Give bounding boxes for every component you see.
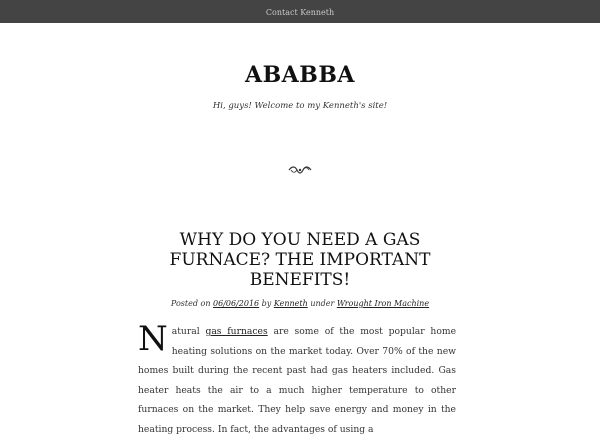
drop-cap: N bbox=[138, 319, 168, 359]
by-label: by bbox=[261, 299, 272, 308]
category-link[interactable]: Wrought Iron Machine bbox=[336, 299, 430, 308]
ornament-divider-icon bbox=[288, 165, 312, 175]
site-tagline: Hi, guys! Welcome to my Kenneth's site! bbox=[212, 101, 388, 111]
posted-on-label: Posted on bbox=[170, 299, 211, 308]
post-excerpt bbox=[138, 319, 457, 440]
gas-furnaces-link[interactable]: gas furnaces bbox=[205, 326, 268, 337]
post-meta bbox=[0, 299, 600, 308]
top-nav-bar bbox=[0, 0, 600, 23]
author-link[interactable]: Kenneth bbox=[273, 299, 308, 308]
contact-kenneth-link[interactable]: Contact Kenneth bbox=[265, 8, 335, 17]
excerpt-text: are some of the most popular home heating solutions on the market today. Over 70% of the new homes built during the recent past had gas heaters included. Gas heater heats the air to a much higher temperature to other furnaces on the market. They help save energy and money in the heating process. In fact, the advantages of using a bbox=[138, 326, 457, 435]
under-label: under bbox=[310, 299, 335, 308]
post-title[interactable]: WHY DO YOU NEED A GAS FURNACE? THE IMPORTANT BENEFITS! bbox=[169, 230, 431, 290]
excerpt-first-word: atural bbox=[171, 326, 200, 337]
post-date-link[interactable]: 06/06/2016 bbox=[213, 299, 260, 308]
site-title[interactable]: ABABBA bbox=[245, 62, 355, 88]
